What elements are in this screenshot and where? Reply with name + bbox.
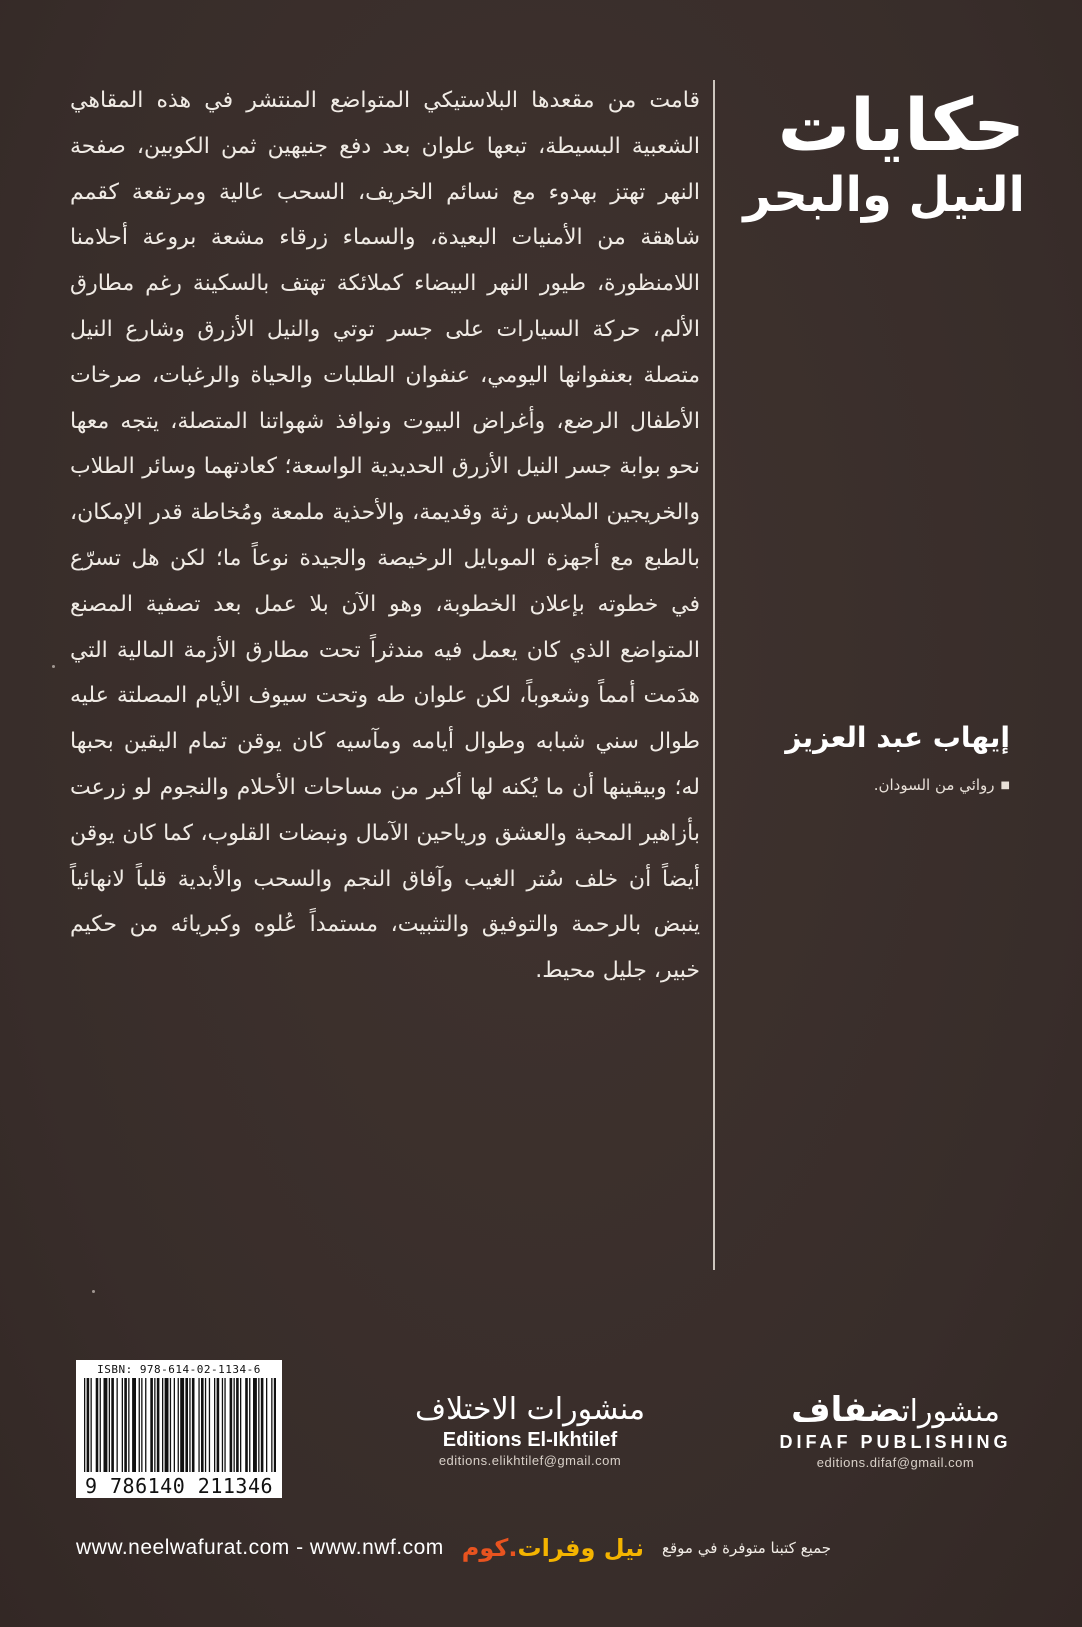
brand-part2: .كوم bbox=[461, 1534, 518, 1562]
publisher-difaf-name: ضفاف bbox=[791, 1390, 902, 1430]
vertical-divider bbox=[713, 80, 715, 1270]
barcode-bar bbox=[111, 1378, 114, 1472]
publisher-difaf-prefix: منشورات bbox=[901, 1394, 1000, 1429]
barcode-bar bbox=[209, 1378, 210, 1472]
barcode-bar bbox=[100, 1378, 101, 1472]
publisher-ikhtilef-arabic: منشورات الاختلاف bbox=[414, 1392, 646, 1427]
footer-urls: www.neelwafurat.com - www.nwf.com bbox=[76, 1536, 444, 1559]
barcode-bars bbox=[82, 1378, 276, 1472]
barcode-bar bbox=[109, 1378, 110, 1472]
barcode-bar bbox=[178, 1378, 179, 1472]
publisher-difaf-arabic bbox=[768, 1392, 1023, 1430]
author-section bbox=[740, 718, 1010, 801]
brand-part1: نيل وفرات bbox=[517, 1534, 644, 1562]
publisher-difaf-latin: DIFAF PUBLISHING bbox=[779, 1432, 1012, 1452]
barcode-bar bbox=[236, 1378, 239, 1472]
publisher-ikhtilef bbox=[410, 1392, 650, 1470]
publisher-difaf-email: editions.difaf@gmail.com bbox=[816, 1455, 975, 1470]
barcode-bar bbox=[162, 1378, 163, 1472]
barcode-bar bbox=[104, 1378, 108, 1472]
publisher-ikhtilef-latin: Editions El-Ikhtilef bbox=[442, 1429, 618, 1451]
barcode-bar bbox=[132, 1378, 136, 1472]
barcode-bar bbox=[122, 1378, 123, 1472]
barcode-bar bbox=[217, 1378, 220, 1472]
barcode-bar bbox=[198, 1378, 199, 1472]
title-main: حكايات bbox=[777, 83, 1025, 167]
barcode-bar bbox=[274, 1378, 276, 1472]
barcode-bar bbox=[205, 1378, 206, 1472]
barcode-bar bbox=[224, 1378, 225, 1472]
isbn-barcode bbox=[76, 1360, 282, 1498]
barcode-bar bbox=[170, 1378, 171, 1472]
barcode-bar bbox=[266, 1378, 267, 1472]
barcode-bar bbox=[84, 1378, 85, 1472]
barcode-bar bbox=[139, 1378, 140, 1472]
speck bbox=[92, 1290, 95, 1293]
barcode-bar bbox=[253, 1378, 257, 1472]
barcode-bar bbox=[154, 1378, 155, 1472]
title-sub: النيل والبحر bbox=[743, 167, 1025, 223]
barcode-bar bbox=[87, 1378, 90, 1472]
barcode-bar bbox=[192, 1378, 195, 1472]
barcode-bar bbox=[150, 1378, 153, 1472]
author-bio bbox=[740, 770, 1010, 801]
barcode-bar bbox=[201, 1378, 204, 1472]
barcode-bar bbox=[222, 1378, 223, 1472]
barcode-bar bbox=[141, 1378, 142, 1472]
barcode-bar bbox=[145, 1378, 146, 1472]
author-name: إيهاب عبد العزيز bbox=[785, 721, 1010, 754]
footer-availability: جميع كتبنا متوفرة في موقع bbox=[662, 1539, 832, 1557]
barcode-bar bbox=[96, 1378, 99, 1472]
publisher-difaf bbox=[768, 1392, 1023, 1472]
barcode-bar bbox=[240, 1378, 241, 1472]
barcode-bar bbox=[180, 1378, 184, 1472]
footer-bar bbox=[76, 1528, 1016, 1568]
barcode-bar bbox=[261, 1378, 264, 1472]
barcode-bar bbox=[117, 1378, 118, 1472]
bullet-icon: ■ bbox=[1000, 779, 1010, 791]
barcode-bar bbox=[271, 1378, 272, 1472]
barcode-bar bbox=[249, 1378, 250, 1472]
barcode-bar bbox=[91, 1378, 92, 1472]
barcode-bar bbox=[214, 1378, 215, 1472]
publisher-ikhtilef-email: editions.elikhtilef@gmail.com bbox=[438, 1453, 622, 1468]
barcode-bar bbox=[245, 1378, 248, 1472]
speck bbox=[52, 665, 55, 668]
barcode-bar bbox=[189, 1378, 190, 1472]
isbn-label: ISBN: 978-614-02-1134-6 bbox=[97, 1363, 261, 1376]
barcode-bar bbox=[124, 1378, 127, 1472]
back-cover-blurb: قامت من مقعدها البلاستيكي المتواضع المنتشر في هذه المقاهي الشعبية البسيطة، تبعها علوان بعد دفع جنيهين ثمن الكوبين، صفحة النهر تهتز بهدوء مع نسائم الخريف، السحب عالية ومرتفعة كقمم شاهقة من الأمنيات البعيدة، والسماء زرقاء مشعة بروعة أحلامنا اللامنظورة، طيور النهر البيضاء كملائكة تهتف بالسكينة رغم مطارق الألم، حركة السيارات على جسر توتي والنيل الأزرق وشارع النيل متصلة بعنفوانها اليومي، عنفوان الطلبات والحياة والرغبات، صرخات الأطفال الرضع، وأغراض البيوت ونوافذ شهواتنا المتصلة، يتجه معها نحو بوابة جسر النيل الأزرق الحديدية الواسعة؛ كعادتهما وسائر الطلاب والخريجين الملابس رثة وقديمة، والأحذية ملمعة ومُخاطة قدر الإمكان، بالطبع مع أجهزة الموبايل الرخيصة والجيدة نوعاً ما؛ لكن هل تسرّع في خطوته بإعلان الخطوبة، وهو الآن بلا عمل بعد تصفية المصنع المتواضع الذي كان يعمل فيه مندثراً تحت مطارق الأزمة المالية التي هدَمت أمماً وشعوباً، لكن علوان طه وتحت سيوف الأيام المصلتة عليه طوال سني شبابه وطوال أيامه ومآسيه كان يوقن تمام اليقين بحبها له؛ وبيقينها أن ما يُكنه لها أكبر من مساحات الأحلام والنجوم لو زرعت بأزاهير المحبة والعشق ورياحين الآمال ونبضات القلوب، كما كان يوقن أيضاً أن خلف سُتر الغيب وآفاق النجم والسحب والأبدية قلباً لانهائياً ينبض بالرحمة والتوفيق والتثبيت، مستمداً عُلوه وكبريائه من حكيم خبير، جليل محيط. bbox=[70, 88, 700, 984]
barcode-bar bbox=[165, 1378, 169, 1472]
barcode-bar bbox=[230, 1378, 233, 1472]
author-bio-text: روائي من السودان. bbox=[873, 776, 995, 794]
barcode-bar bbox=[234, 1378, 235, 1472]
barcode-bar bbox=[128, 1378, 129, 1472]
book-title bbox=[740, 85, 1025, 225]
neelwafurat-logo bbox=[462, 1534, 644, 1562]
barcode-bar bbox=[258, 1378, 259, 1472]
isbn-digits: 9 786140 211346 bbox=[84, 1474, 274, 1498]
barcode-bar bbox=[157, 1378, 160, 1472]
barcode-bar bbox=[185, 1378, 188, 1472]
barcode-bar bbox=[174, 1378, 175, 1472]
